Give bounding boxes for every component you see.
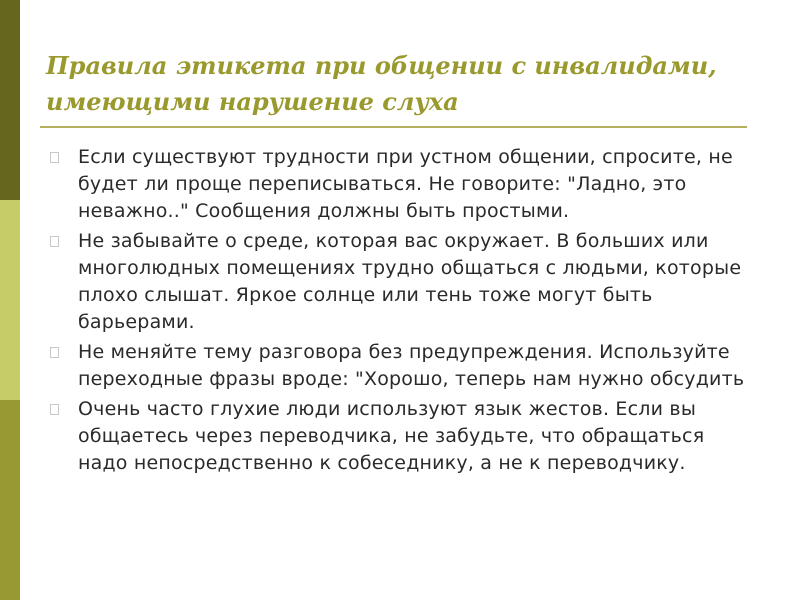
bullet-text: Не забывайте о среде, которая вас окружает. В больших или многолюдных помещениях трудно общаться с людьми, которые плохо слышат. Яркое солнце или тень тоже могут быть барьерами. (78, 230, 742, 333)
bullet-item (50, 144, 750, 225)
sidebar-block-dark (0, 0, 20, 200)
square-bullet-icon (50, 404, 59, 415)
bullet-item (50, 339, 750, 393)
bullet-text: Если существуют трудности при устном общении, спросите, не будет ли проще переписываться. Не говорите: "Ладно, это неважно.." Сообщения должны быть простыми. (78, 146, 733, 222)
square-bullet-icon (50, 236, 59, 247)
sidebar-block-medium (0, 400, 20, 600)
sidebar-block-light (0, 200, 20, 400)
sidebar-decoration (0, 0, 20, 600)
bullet-text: Не меняйте тему разговора без предупреждения. Используйте переходные фразы вроде: "Хорошо, теперь нам нужно обсудить (78, 341, 745, 390)
slide-title-line2: имеющими нарушение слуха (46, 87, 459, 116)
bullet-item (50, 228, 750, 336)
square-bullet-icon (50, 347, 59, 358)
slide-title (46, 48, 766, 120)
square-bullet-icon (50, 152, 59, 163)
bullet-item (50, 396, 750, 477)
bullet-list (50, 144, 750, 477)
bullet-text: Очень часто глухие люди используют язык жестов. Если вы общаетесь через переводчика, не забудьте, что обращаться надо непосредственно к собеседнику, а не к переводчику. (78, 398, 705, 474)
slide-title-line1: Правила этикета при общении с инвалидами, (46, 51, 717, 80)
title-divider (40, 126, 747, 128)
